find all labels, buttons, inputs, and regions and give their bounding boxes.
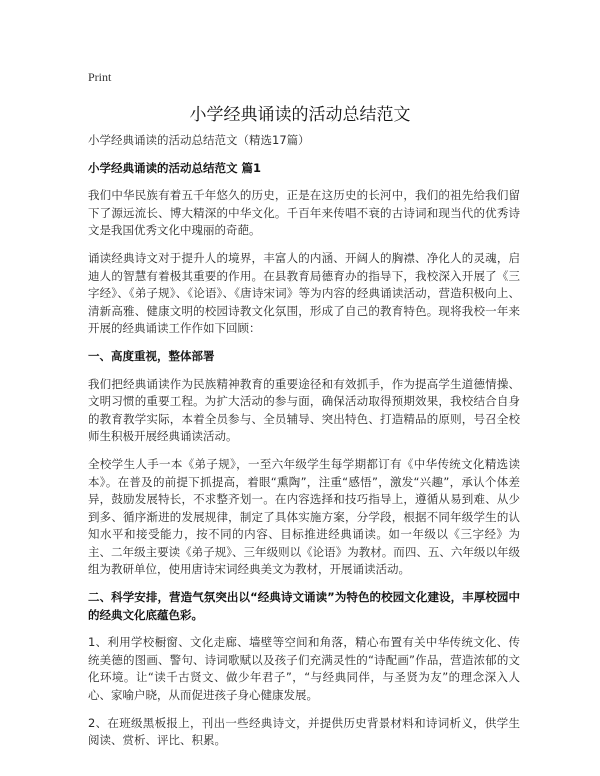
paragraph: 1、利用学校橱窗、文化走廊、墙壁等空间和角落，精心布置有关中华传统文化、传统美德的图画、警句、诗词歌赋以及孩子们充满灵性的“诗配画”作品，营造浓郁的文化环境。让“读千古贤文、做少年君子”，“与经典同伴，与圣贤为友”的理念深入人心、家喻户晓，从而促进孩子身心健康发展。 xyxy=(88,635,520,703)
section-heading: 一、高度重视，整体部署 xyxy=(88,348,215,363)
section-heading: 二、科学安排，营造气氛突出以“经典诗文诵读”为特色的校园文化建设，丰厚校园中的经典文化底蕴色彩。 xyxy=(88,590,520,622)
paragraph: 诵读经典诗文对于提升人的境界，丰富人的内涵、开阔人的胸襟、净化人的灵魂，启迪人的智慧有着极其重要的作用。在县教育局德育办的指导下，我校深入开展了《三字经》、《弟子规》、《论语》、《唐诗宋词》等为内容的经典诵读活动，营造积极向上、清新高雅、健康文明的校园诗教文化氛围，形成了自己的教育特色。现将我校一年来开展的经典诵读工作作如下回顾： xyxy=(88,250,520,336)
document-subtitle: 小学经典诵读的活动总结范文（精选17篇） xyxy=(88,133,310,147)
print-label[interactable]: Print xyxy=(88,70,112,84)
paragraph: 2、在班级黑板报上，刊出一些经典诗文，并提供历史背景材料和诗词析义，供学生阅读、赏析、评比、积累。 xyxy=(88,715,520,748)
document-title: 小学经典诵读的活动总结范文 xyxy=(189,105,411,125)
paragraph: 全校学生人手一本《弟子规》，一至六年级学生每学期都订有《中华传统文化精选读本》。在普及的前提下抓提高，着眼“熏陶”，注重“感悟”，激发“兴趣”，承认个体差异，鼓励发展特长，不求整齐划一。在内容选择和技巧指导上，遵循从易到难、从少到多、循序渐进的发展规律，制定了具体实施方案，分学段，根据不同年级学生的认知水平和接受能力，按不同的内容、目标推进经典诵读。如一年级以《三字经》为主、二年级主要读《弟子规》、三年级则以《论语》为教材。而四、五、六年级以年级组为教研单位，使用唐诗宋词经典美文为教材，开展诵读活动。 xyxy=(88,456,520,577)
article-heading: 小学经典诵读的活动总结范文 篇1 xyxy=(88,160,262,175)
document-body xyxy=(88,132,520,760)
paragraph: 我们把经典诵读作为民族精神教育的重要途径和有效抓手，作为提高学生道德情操、文明习惯的重要工程。为扩大活动的参与面，确保活动取得预期效果，我校结合自身的教育教学实际，本着全员参与、全员辅导、突出特色、打造精品的原则，号召全校师生积极开展经典诵读活动。 xyxy=(88,376,520,444)
paragraph: 我们中华民族有着五千年悠久的历史，正是在这历史的长河中，我们的祖先给我们留下了源远流长、博大精深的中华文化。千百年来传唱不衰的古诗词和现当代的优秀诗文是我国优秀文化中瑰丽的奇葩。 xyxy=(88,188,520,238)
